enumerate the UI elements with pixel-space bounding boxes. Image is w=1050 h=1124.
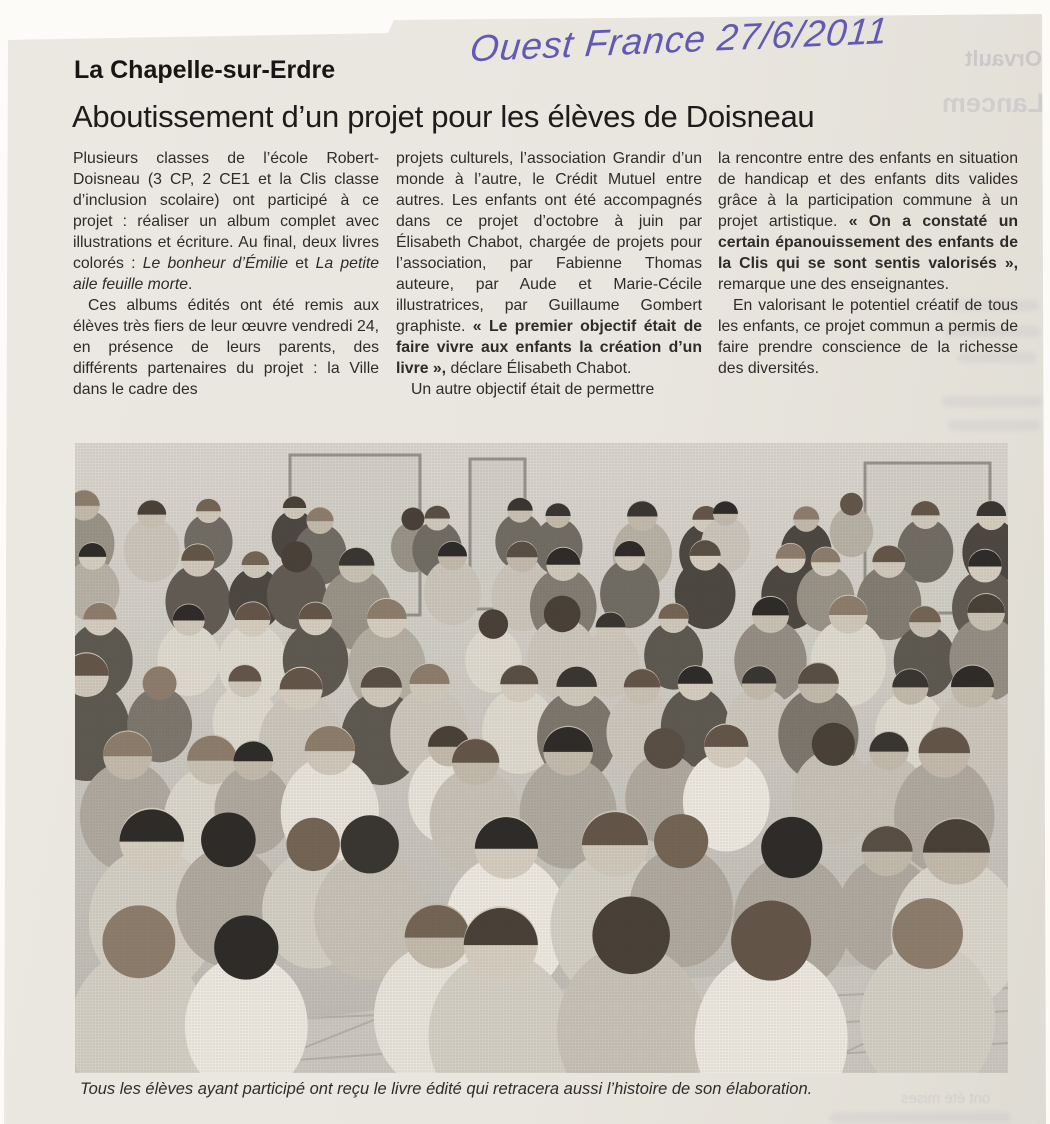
- bleedthrough-text: ont été mises: [900, 1090, 990, 1107]
- text-segment: Un autre objectif était de permettre: [411, 381, 655, 398]
- text-segment: Plusieurs classes de l’école Robert-Doisneau (3 CP, 2 CE1 et la Clis classe d’inclusion scolaire) ont participé à ce projet : réaliser un album complet avec illustrations et écriture. Au final, deux livres colorés :: [73, 150, 379, 272]
- article-headline: Aboutissement d’un projet pour les élèves de Doisneau: [72, 99, 815, 134]
- text-segment: « On a constaté un certain épanouissement des enfants de la Clis qui se sont sentis valorisés »,: [718, 213, 1019, 272]
- paragraph: [396, 148, 702, 379]
- photo-caption: Tous les élèves ayant participé ont reçu le livre édité qui retracera aussi l’histoire de son élaboration.: [80, 1080, 813, 1098]
- paragraph: [718, 148, 1018, 295]
- article-column-3: [718, 148, 1018, 379]
- section-kicker: La Chapelle-sur-Erdre: [74, 56, 336, 84]
- text-segment: déclare Élisabeth Chabot.: [446, 360, 632, 377]
- handwritten-date-annotation: Ouest France 27/6/2011: [468, 9, 891, 70]
- text-segment: Ces albums édités ont été remis aux élèves très fiers de leur œuvre vendredi 24, en présence de leurs parents, des différents partenaires du projet : la Ville dans le cadre des: [73, 297, 379, 398]
- photo-illustration: [75, 443, 1008, 1073]
- article-column-1: [73, 148, 379, 400]
- article-column-2: [396, 148, 702, 400]
- text-segment: Le bonheur d’Émilie: [142, 255, 288, 272]
- bleedthrough-text: Lancem: [941, 88, 1044, 118]
- bleedthrough-text: Orvault: [964, 46, 1042, 71]
- article-photo: [75, 443, 1008, 1073]
- text-segment: En valorisant le potentiel créatif de tous les enfants, ce projet commun a permis de faire prendre conscience de la richesse des diversités.: [718, 297, 1018, 377]
- photo-paper-tint: [75, 443, 1008, 1073]
- paragraph: [718, 295, 1018, 379]
- text-segment: La petite aile feuille morte: [73, 255, 380, 293]
- bleedthrough-smudge: [948, 420, 1040, 431]
- text-segment: la rencontre entre des enfants en situation de handicap et des enfants dits valides grâce à la participation commune à un projet artistique.: [718, 150, 1018, 230]
- text-segment: remarque une des enseignantes.: [718, 276, 949, 293]
- paragraph: [73, 295, 379, 400]
- text-segment: et: [288, 255, 316, 272]
- bleedthrough-smudge: [942, 396, 1042, 407]
- bleedthrough-smudge: [830, 1112, 1010, 1123]
- text-segment: .: [188, 276, 193, 293]
- text-segment: projets culturels, l’association Grandir d’un monde à l’autre, le Crédit Mutuel entre autres. Les enfants ont été accompagnés dans ce projet d’octobre à juin par Élisabeth Chabot, chargée de projets pour l’association, par Fabienne Thomas auteure, par Aude et Marie-Cécile illustratrices, par Guillaume Gombert graphiste.: [396, 150, 702, 335]
- paragraph: [73, 148, 379, 295]
- paragraph: [396, 379, 702, 400]
- text-segment: « Le premier objectif était de faire vivre aux enfants la création d’un livre »,: [396, 318, 703, 377]
